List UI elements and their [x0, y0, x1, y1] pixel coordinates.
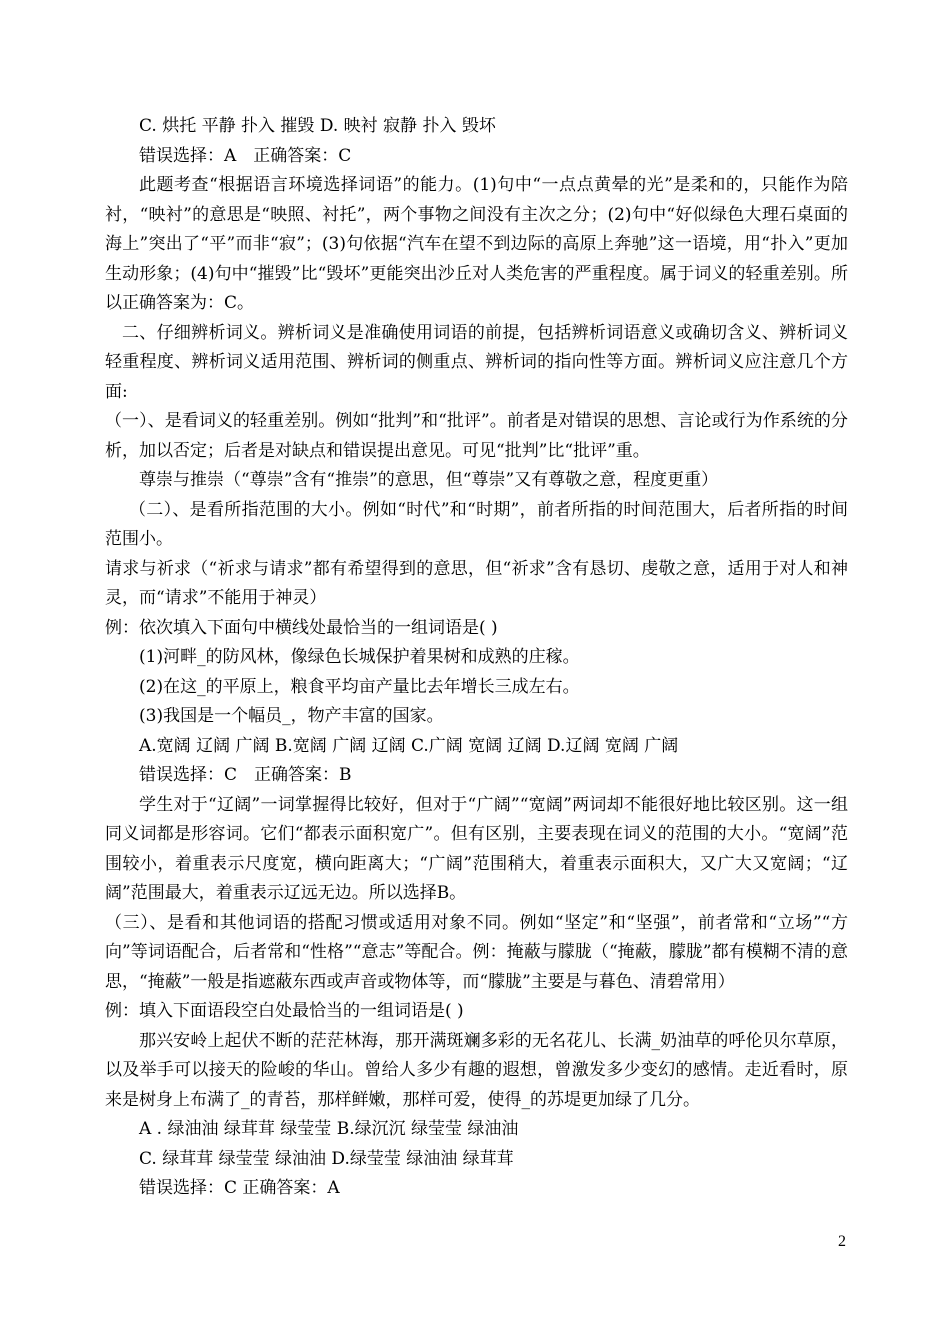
question-sentence-3: (3)我国是一个幅员_，物产丰富的国家。 — [139, 706, 444, 726]
question-prompt-3: 例：填入下面语段空白处最恰当的一组词语是( ) — [105, 1001, 464, 1021]
answer-line-q1: 错误选择：A 正确答案：C — [139, 145, 352, 166]
explanation-q1: 此题考查“根据语言环境选择词语”的能力。(1)句中“一点点黄晕的光”是柔和的，只能作为陪衬，“映衬”的意思是“映照、衬托”，两个事物之间没有主次之分；(2)句中“好似绿色大理石桌面的海上”突出了“平”而非“寂”；(3)句依据“汽车在望不到边际的高原上奔驰”这一语境，用“扑入”更加生动形象；(4)句中“摧毁”比“毁坏”更能突出沙丘对人类危害的严重程度。属于词义的轻重差别。所以正确答案为：C。 — [105, 175, 848, 313]
example-qingqiu: 请求与祈求（“祈求与请求”都有希望得到的意思，但“祈求”含有恳切、虔敬之意，适用于对人和神灵，而“请求”不能用于神灵） — [105, 558, 848, 608]
option-line-cd-q1: C. 烘托 平静 扑入 摧毁 D. 映衬 寂静 扑入 毁坏 — [139, 116, 496, 136]
option-line-cd-q3: C. 绿茸茸 绿莹莹 绿油油 D.绿莹莹 绿油油 绿茸茸 — [139, 1148, 514, 1169]
explanation-q2: 学生对于“辽阔”一词掌握得比较好，但对于“广阔”“宽阔”两词却不能很好地比较区别。这一组同义词都是形容词。它们“都表示面积宽广”。但有区别，主要表现在词义的范围的大小。“宽阔”范围较小，着重表示尺度宽，横向距离大；“广阔”范围稍大，着重表示面积大，又广大又宽阔；“辽阔”范围最大，着重表示辽远无边。所以选择B。 — [105, 794, 848, 903]
document-body — [105, 112, 848, 1204]
question-sentence-2: (2)在这_的平原上，粮食平均亩产量比去年增长三成左右。 — [139, 676, 580, 697]
point-1: （一）、是看词义的轻重差别。例如“批判”和“批评”。前者是对错误的思想、言论或行为作系统的分析，加以否定；后者是对缺点和错误提出意见。可见“批判”比“批评”重。 — [105, 411, 848, 461]
section-heading-2: 二、仔细辨析词义。辨析词义是准确使用词语的前提，包括辨析词语意义或确切含义、辨析词义轻重程度、辨析词义适用范围、辨析词的侧重点、辨析词的指向性等方面。辨析词义应注意几个方面: — [105, 322, 848, 402]
question-passage-3: 那兴安岭上起伏不断的茫茫林海，那开满斑斓多彩的无名花儿、长满_奶油草的呼伦贝尔草原，以及举手可以接天的险峻的华山。曾给人多少有趣的遐想，曾激发多少变幻的感情。走近看时，原来是树身上布满了_的青苔，那样鲜嫩，那样可爱，使得_的苏堤更加绿了几分。 — [105, 1030, 848, 1110]
question-prompt-2: 例：依次填入下面句中横线处最恰当的一组词语是( ) — [105, 617, 498, 638]
page-number: 2 — [838, 1233, 846, 1250]
example-zunchong: 尊崇与推崇（“尊崇”含有“推崇”的意思，但“尊崇”又有尊敬之意，程度更重） — [139, 470, 719, 490]
question-sentence-1: (1)河畔_的防风林，像绿色长城保护着果树和成熟的庄稼。 — [139, 647, 580, 667]
answer-line-q2: 错误选择：C 正确答案：B — [139, 765, 352, 785]
point-2: （二）、是看所指范围的大小。例如“时代”和“时期”，前者所指的时间范围大，后者所指的时间范围小。 — [105, 499, 848, 549]
answer-line-q3: 错误选择：C 正确答案：A — [139, 1178, 340, 1198]
option-line-q2: A.宽阔 辽阔 广阔 B.宽阔 广阔 辽阔 C.广阔 宽阔 辽阔 D.辽阔 宽阔 广阔 — [139, 735, 679, 756]
option-line-ab-q3: A . 绿油油 绿茸茸 绿莹莹 B.绿沉沉 绿莹莹 绿油油 — [139, 1119, 519, 1139]
point-3: （三）、是看和其他词语的搭配习惯或适用对象不同。例如“坚定”和“坚强”，前者常和“立场”“方向”等词语配合，后者常和“性格”“意志”等配合。例：掩蔽与朦胧（“掩蔽，朦胧”都有模糊不清的意思，“掩蔽”一般是指遮蔽东西或声音或物体等，而“朦胧”主要是与暮色、清碧常用） — [105, 912, 848, 992]
